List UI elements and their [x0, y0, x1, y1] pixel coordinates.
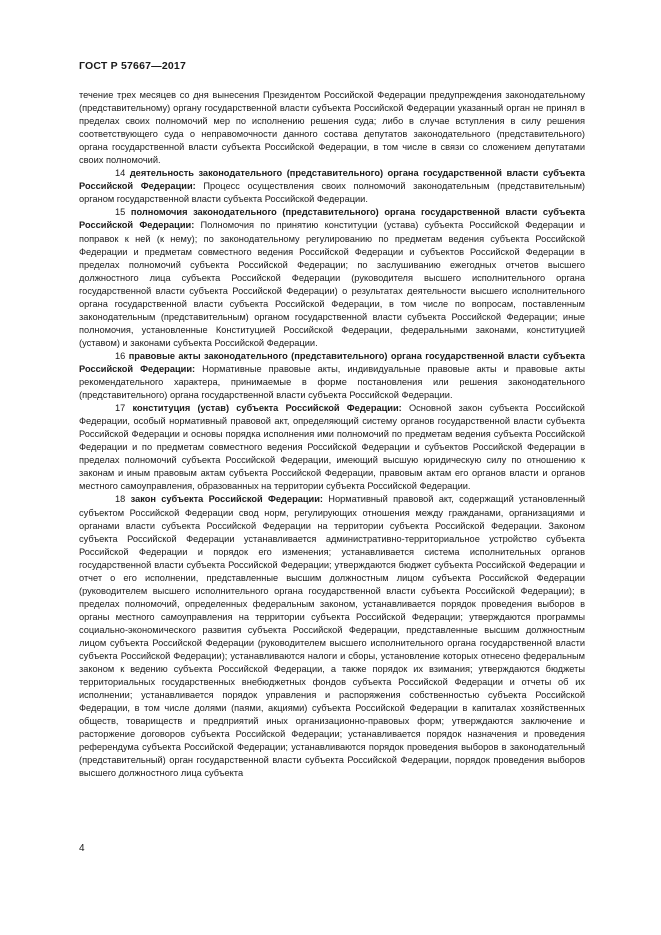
term-definition: Основной закон субъекта Российской Федерации, особый нормативный правовой акт, определяющий систему органов государственной власти субъекта Российской Федерации и основы порядка исполнения ими полномочий по предметам ведения субъекта Российской Федерации и по предметам совместного ведения Российской Федерации и субъектов Российской Федерации в пределах полномочий субъекта Российской Федерации, имеющий высшую юридическую силу по отношению к законам и иным правовым актам субъекта Российской Федерации, правовым актам его органов власти и органов местного самоуправления, образованных на территории субъекта Российской Федерации. [79, 403, 585, 492]
term-number: 16 [115, 350, 126, 361]
term-title: закон субъекта Российской Федерации: [130, 494, 323, 505]
term-number: 14 [115, 168, 126, 179]
term-entry-15 [79, 206, 585, 350]
term-definition: Нормативные правовые акты, индивидуальные правовые акты и правовые акты рекомендательного характера, принимаемые в форме постановления или решения законодательного (представительного) органа государственной власти субъекта Российской Федерации. [79, 363, 585, 401]
term-title: полномочия законодательного (представительного) органа государственной власти субъекта Российской Федерации: [79, 207, 585, 231]
standard-designation: ГОСТ Р 57667—2017 [79, 60, 187, 72]
term-definition: Полномочия по принятию конституции (устава) субъекта Российской Федерации и поправок к ней (к нему); по законодательному регулированию по предметам ведения субъекта Российской Федерации и предметам совместного ведения Российской Федерации и субъектов Российской Федерации в пределах полномочий субъекта Российской Федерации; по заслушиванию ежегодных отчетов высшего должностного лица субъекта Российской Федерации (руководителя высшего исполнительного органа государственной власти субъекта Российской Федерации) о результатах деятельности высшего исполнительного органа государственной власти субъекта Российской Федерации, в том числе по вопросам, поставленным законодательным (представительным) органом государственной власти субъекта Российской Федерации; иные полномочия, установленные Конституцией Российской Федерации, федеральными законами, конституцией (уставом) и законами субъекта Российской Федерации. [79, 220, 585, 348]
term-entry-18 [79, 493, 585, 780]
term-title: конституция (устав) субъекта Российской Федерации: [132, 403, 402, 414]
term-title: деятельность законодательного (представительного) органа государственной власти субъекта Российской Федерации: [79, 168, 585, 192]
page-number: 4 [79, 843, 85, 854]
paragraph-text: течение трех месяцев со дня вынесения Президентом Российской Федерации предупреждения законодательному (представительному) органу государственной власти субъекта Российской Федерации указанный орган не принял в пределах своих полномочий мер по исполнению решения суда; либо в случае вступления в силу решения соответствующего суда о неправомочности данного состава депутатов законодательного (представительного) органа государственной власти субъекта Российской Федерации, в том числе в связи со сложением депутатами своих полномочий. [79, 90, 585, 166]
term-number: 15 [115, 207, 126, 218]
term-definition: Процесс осуществления своих полномочий законодательным (представительным) органом государственной власти субъекта Российской Федерации. [79, 181, 586, 205]
term-number: 17 [115, 403, 126, 414]
term-entry-16 [79, 350, 585, 402]
paragraph-continuation [79, 89, 585, 167]
term-entry-14 [79, 167, 585, 206]
term-definition: Нормативный правовой акт, содержащий установленный субъектом Российской Федерации свод норм, регулирующих отношения между гражданами, организациями и органами власти субъекта Российской Федерации на территории субъекта Российской Федерации. Законом субъекта Российской Федерации устанавливается административно-территориальное устройство субъекта Российской Федерации и порядок его изменения; устанавливается система исполнительных органов государственной власти субъекта Российской Федерации; утверждаются бюджет субъекта Российской Федерации и отчет о его исполнении, представленные высшим должностным лицом субъекта Российской Федерации (руководителем высшего исполнительного органа государственной власти субъекта Российской Федерации); в пределах полномочий, определенных федеральным законом, устанавливается порядок проведения выборов в органы местного самоуправления на территории субъекта Российской Федерации; утверждаются программы социально-экономического развития субъекта Российской Федерации, представленные высшим должностным лицом субъекта Российской Федерации (руководителем высшего исполнительного органа государственной власти субъекта Российской Федерации); устанавливаются налоги и сборы, установление которых отнесено федеральным законом к ведению субъекта Российской Федерации, а также порядок их взимания; утверждаются бюджеты территориальных государственных внебюджетных фондов субъекта Российской Федерации и отчеты об их исполнении; устанавливается порядок управления и распоряжения собственностью субъекта Российской Федерации, в том числе долями (паями, акциями) субъекта Российской Федерации в капиталах хозяйственных обществ, товариществ и предприятий иных организационно-правовых форм; утверждаются заключение и расторжение договоров субъекта Российской Федерации; устанавливается порядок назначения и проведения референдума субъекта Российской Федерации; устанавливаются порядок проведения выборов в законодательный (представительный) орган государственной власти субъекта Российской Федерации, порядок проведения выборов высшего должностного лица субъекта [79, 494, 585, 779]
term-number: 18 [115, 494, 126, 505]
document-body [79, 89, 585, 780]
term-title: правовые акты законодательного (представительного) органа государственной власти субъекта Российской Федерации: [79, 350, 585, 374]
term-entry-17 [79, 402, 585, 493]
